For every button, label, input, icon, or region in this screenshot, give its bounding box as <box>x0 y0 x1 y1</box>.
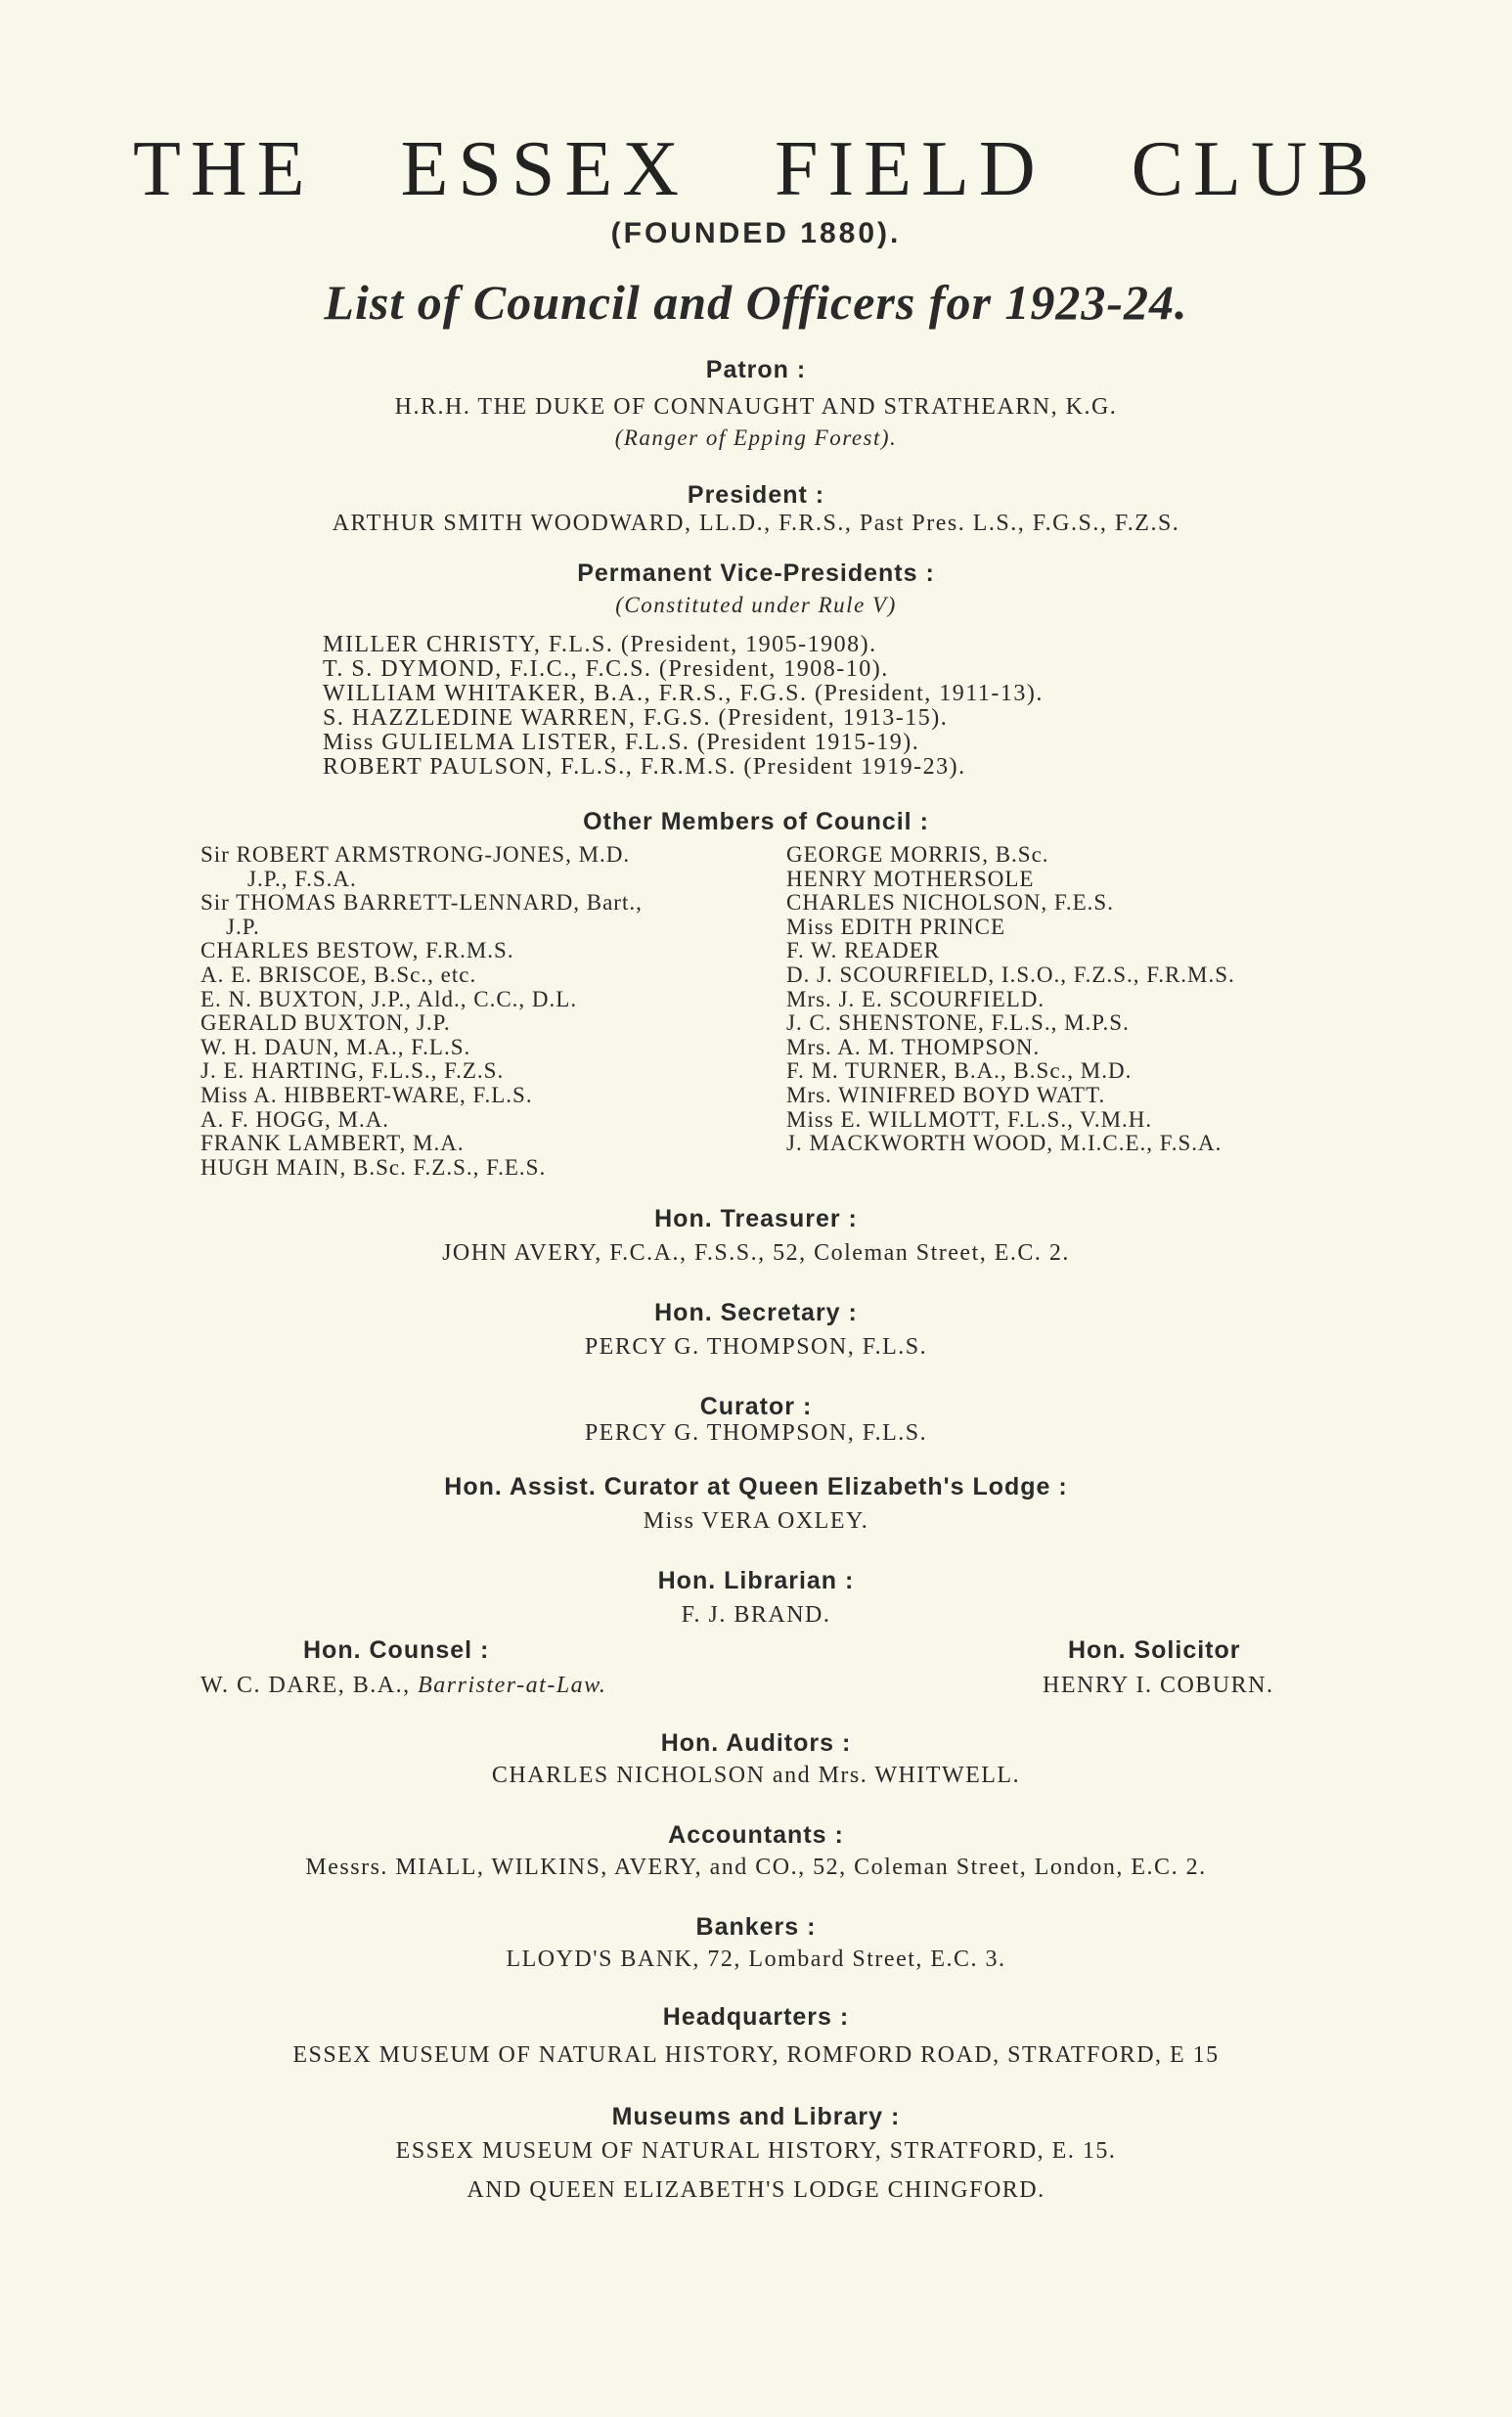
council-member: Sir THOMAS BARRETT-LENNARD, Bart., <box>200 890 643 916</box>
curator-heading: Curator : <box>699 1393 813 1420</box>
bankers-name: LLOYD'S BANK, 72, Lombard Street, E.C. 3. <box>506 1947 1006 1972</box>
council-right-column <box>786 843 1235 1156</box>
council-member: F. W. READER <box>786 938 941 963</box>
secretary-heading: Hon. Secretary : <box>654 1299 858 1326</box>
patron-note: (Ranger of Epping Forest). <box>614 425 898 450</box>
club-title: THE ESSEX FIELD CLUB <box>133 126 1379 212</box>
council-member: A. E. BRISCOE, B.Sc., etc. <box>200 962 477 987</box>
vice-president-item: Miss GULIELMA LISTER, F.L.S. (President 1915-19). <box>323 730 920 755</box>
vice-president-item: T. S. DYMOND, F.I.C., F.C.S. (President, 1908-10). <box>323 656 889 682</box>
counsel-name-text: W. C. DARE, B.A., <box>200 1673 411 1698</box>
museums-heading: Museums and Library : <box>611 2103 901 2130</box>
counsel-name <box>200 1673 606 1699</box>
council-member: Miss E. WILLMOTT, F.L.S., V.M.H. <box>786 1106 1153 1132</box>
vice-presidents-note: (Constituted under Rule V) <box>615 593 897 617</box>
solicitor-heading: Hon. Solicitor <box>1068 1636 1241 1664</box>
council-member: CHARLES BESTOW, F.R.M.S. <box>200 938 514 963</box>
auditors-name: CHARLES NICHOLSON and Mrs. WHITWELL. <box>491 1763 1021 1788</box>
council-member: HENRY MOTHERSOLE <box>786 866 1035 891</box>
council-member: J. C. SHENSTONE, F.L.S., M.P.S. <box>786 1010 1130 1036</box>
council-member: J.P. <box>226 914 260 939</box>
council-member: HUGH MAIN, B.Sc. F.Z.S., F.E.S. <box>200 1154 547 1180</box>
curator-name: PERCY G. THOMPSON, F.L.S. <box>584 1420 928 1446</box>
vice-president-item: MILLER CHRISTY, F.L.S. (President, 1905-1908). <box>323 632 877 657</box>
vice-president-item: WILLIAM WHITAKER, B.A., F.R.S., F.G.S. (President, 1911-13). <box>323 681 1044 706</box>
council-member: Sir ROBERT ARMSTRONG-JONES, M.D. <box>200 842 631 867</box>
auditors-heading: Hon. Auditors : <box>660 1729 852 1757</box>
patron-name: H.R.H. THE DUKE OF CONNAUGHT AND STRATHEARN, K.G. <box>394 394 1118 420</box>
accountants-heading: Accountants : <box>668 1821 844 1849</box>
treasurer-name: JOHN AVERY, F.C.A., F.S.S., 52, Coleman Street, E.C. 2. <box>442 1240 1070 1266</box>
museums-line-1: ESSEX MUSEUM OF NATURAL HISTORY, STRATFORD, E. 15. <box>395 2138 1117 2164</box>
council-member: CHARLES NICHOLSON, F.E.S. <box>786 890 1114 916</box>
council-member: Mrs. J. E. SCOURFIELD. <box>786 986 1045 1011</box>
vice-president-item: S. HAZZLEDINE WARREN, F.G.S. (President, 1913-15). <box>323 705 949 731</box>
founded-line: (FOUNDED 1880). <box>610 217 902 249</box>
council-member: A. F. HOGG, M.A. <box>200 1106 390 1132</box>
council-member: Miss A. HIBBERT-WARE, F.L.S. <box>200 1082 533 1107</box>
headquarters-name: ESSEX MUSEUM OF NATURAL HISTORY, ROMFORD ROAD, STRATFORD, E 15 <box>292 2042 1220 2068</box>
headquarters-heading: Headquarters : <box>662 2003 850 2031</box>
bankers-heading: Bankers : <box>695 1913 817 1941</box>
council-member: E. N. BUXTON, J.P., Ald., C.C., D.L. <box>200 986 578 1011</box>
council-member: J.P., F.S.A. <box>247 866 357 891</box>
council-member: GERALD BUXTON, J.P. <box>200 1010 451 1036</box>
solicitor-name: HENRY I. COBURN. <box>1043 1673 1274 1698</box>
vice-president-item: ROBERT PAULSON, F.L.S., F.R.M.S. (President 1919-23). <box>323 754 966 780</box>
patron-heading: Patron : <box>705 356 807 383</box>
council-heading: Other Members of Council : <box>583 808 929 835</box>
document-subtitle: List of Council and Officers for 1923-24. <box>324 275 1188 330</box>
council-member: D. J. SCOURFIELD, I.S.O., F.Z.S., F.R.M.S. <box>786 962 1235 987</box>
council-member: Mrs. A. M. THOMPSON. <box>786 1034 1041 1059</box>
president-name: ARTHUR SMITH WOODWARD, LL.D., F.R.S., Past Pres. L.S., F.G.S., F.Z.S. <box>332 511 1180 536</box>
secretary-name: PERCY G. THOMPSON, F.L.S. <box>584 1334 928 1360</box>
vice-presidents-heading: Permanent Vice-Presidents : <box>577 559 935 587</box>
counsel-heading: Hon. Counsel : <box>303 1636 490 1664</box>
assist-curator-heading: Hon. Assist. Curator at Queen Elizabeth's Lodge : <box>444 1473 1068 1500</box>
librarian-heading: Hon. Librarian : <box>657 1567 855 1594</box>
council-member: J. E. HARTING, F.L.S., F.Z.S. <box>200 1058 505 1084</box>
council-member: FRANK LAMBERT, M.A. <box>200 1131 465 1156</box>
council-member: GEORGE MORRIS, B.Sc. <box>786 842 1049 867</box>
accountants-name: Messrs. MIALL, WILKINS, AVERY, and CO., 52, Coleman Street, London, E.C. 2. <box>305 1855 1207 1880</box>
council-left-column <box>200 843 643 1180</box>
council-member: Mrs. WINIFRED BOYD WATT. <box>786 1082 1106 1107</box>
counsel-role: Barrister-at-Law. <box>418 1673 607 1698</box>
librarian-name: F. J. BRAND. <box>681 1602 831 1628</box>
treasurer-heading: Hon. Treasurer : <box>654 1205 858 1232</box>
council-member: W. H. DAUN, M.A., F.L.S. <box>200 1034 471 1059</box>
museums-line-2: AND QUEEN ELIZABETH'S LODGE CHINGFORD. <box>467 2177 1045 2203</box>
council-member: J. MACKWORTH WOOD, M.I.C.E., F.S.A. <box>786 1131 1223 1156</box>
council-member: F. M. TURNER, B.A., B.Sc., M.D. <box>786 1058 1133 1084</box>
president-heading: President : <box>687 481 825 509</box>
assist-curator-name: Miss VERA OXLEY. <box>643 1508 869 1534</box>
council-member: Miss EDITH PRINCE <box>786 914 1006 939</box>
